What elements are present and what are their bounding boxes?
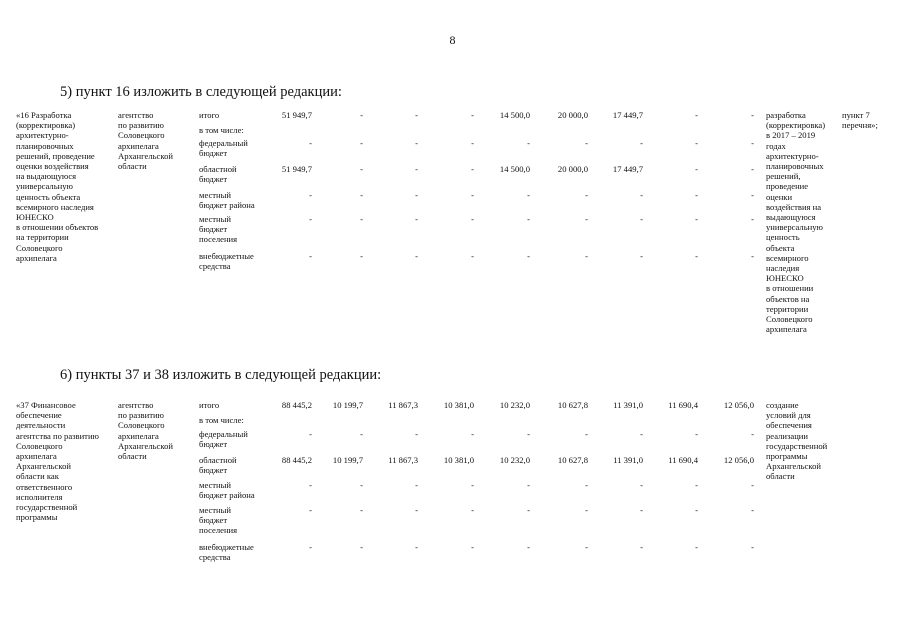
funding-value-cell: 10 627,8	[557, 400, 588, 410]
funding-value-cell: -	[640, 542, 643, 552]
funding-value-cell: -	[640, 251, 643, 261]
funding-value-cell: -	[415, 190, 418, 200]
section-5-link: пункт 7 перечня»;	[842, 110, 878, 131]
funding-source-label: местный бюджет района	[199, 480, 255, 501]
funding-value-cell: -	[309, 251, 312, 261]
funding-value-cell: -	[309, 190, 312, 200]
funding-value-cell: -	[527, 138, 530, 148]
funding-value-cell: -	[585, 190, 588, 200]
funding-value-cell: -	[471, 480, 474, 490]
funding-value-cell: -	[471, 164, 474, 174]
funding-source-label: внебюджетные средства	[199, 251, 254, 272]
funding-value-cell: 11 867,3	[388, 400, 418, 410]
funding-value-cell: -	[695, 138, 698, 148]
funding-value-cell: 12 056,0	[723, 455, 754, 465]
funding-value-cell: -	[585, 480, 588, 490]
funding-value-cell: -	[309, 429, 312, 439]
funding-source-label: федеральный бюджет	[199, 138, 248, 159]
funding-value-cell: -	[695, 542, 698, 552]
funding-value-cell: -	[585, 505, 588, 515]
funding-source-label: итого	[199, 400, 220, 410]
section-5-executor: агентство по развитию Соловецкого архипелага Архангельской области	[118, 110, 173, 172]
funding-value-cell: -	[640, 505, 643, 515]
section-5-row-name: «16 Разработка (корректировка) архитектурно- планировочных решений, проведение оценки воздействия на выдающуюся универсальную ценность объекта всемирного наследия ЮНЕСКО в отношении объектов на территории Соловецкого архипелага	[16, 110, 99, 263]
funding-value-cell: -	[471, 429, 474, 439]
funding-value-cell: -	[471, 214, 474, 224]
funding-value-cell: -	[360, 190, 363, 200]
funding-value-cell: -	[415, 164, 418, 174]
funding-value-cell: -	[360, 251, 363, 261]
funding-value-cell: -	[527, 214, 530, 224]
funding-value-cell: 10 232,0	[499, 455, 530, 465]
funding-value-cell: -	[415, 480, 418, 490]
funding-value-cell: 51 949,7	[281, 164, 312, 174]
funding-value-cell: 11 867,3	[388, 455, 418, 465]
funding-value-cell: -	[695, 429, 698, 439]
funding-value-cell: -	[309, 542, 312, 552]
funding-value-cell: -	[585, 542, 588, 552]
funding-value-cell: 11 690,4	[668, 400, 698, 410]
funding-value-cell: -	[471, 505, 474, 515]
funding-value-cell: -	[527, 505, 530, 515]
funding-value-cell: -	[640, 214, 643, 224]
funding-value-cell: -	[640, 480, 643, 490]
funding-value-cell: -	[751, 480, 754, 490]
funding-value-cell: -	[695, 251, 698, 261]
funding-value-cell: -	[527, 429, 530, 439]
funding-value-cell: 10 381,0	[443, 400, 474, 410]
funding-value-cell: 11 690,4	[668, 455, 698, 465]
section-6-row-name: «37 Финансовое обеспечение деятельности агентства по развитию Соловецкого архипелага Архангельской области как ответственного исполнителя государственной программы	[16, 400, 99, 523]
funding-source-label: в том числе:	[199, 125, 244, 135]
funding-value-cell: 14 500,0	[499, 110, 530, 120]
section-6-result: создание условий для обеспечения реализации государственной программы Архангельской области	[766, 400, 828, 482]
section-5-result: разработка (корректировка) в 2017 – 2019 годах архитектурно- планировочных решений, проведение оценки воздействия на выдающуюся универсальную ценность объекта всемирного наследия ЮНЕСКО в отношении объектов на территории Соловецкого архипелага	[766, 110, 826, 335]
funding-value-cell: -	[695, 214, 698, 224]
funding-value-cell: 51 949,7	[281, 110, 312, 120]
funding-value-cell: 10 199,7	[332, 400, 363, 410]
funding-value-cell: -	[360, 429, 363, 439]
funding-value-cell: -	[471, 110, 474, 120]
funding-value-cell: -	[585, 429, 588, 439]
funding-value-cell: 88 445,2	[281, 455, 312, 465]
funding-source-label: местный бюджет поселения	[199, 505, 238, 536]
funding-value-cell: -	[640, 190, 643, 200]
funding-value-cell: 88 445,2	[281, 400, 312, 410]
funding-value-cell: -	[695, 505, 698, 515]
funding-value-cell: -	[751, 138, 754, 148]
funding-value-cell: -	[695, 110, 698, 120]
funding-value-cell: 12 056,0	[723, 400, 754, 410]
funding-value-cell: 17 449,7	[612, 110, 643, 120]
funding-value-cell: -	[360, 138, 363, 148]
section-5-heading: 5) пункт 16 изложить в следующей редакции:	[60, 84, 342, 100]
funding-source-label: внебюджетные средства	[199, 542, 254, 563]
funding-value-cell: 17 449,7	[612, 164, 643, 174]
funding-value-cell: -	[471, 251, 474, 261]
funding-value-cell: -	[415, 110, 418, 120]
funding-value-cell: -	[360, 164, 363, 174]
funding-source-label: федеральный бюджет	[199, 429, 248, 450]
funding-value-cell: -	[527, 542, 530, 552]
funding-value-cell: -	[585, 251, 588, 261]
funding-value-cell: -	[309, 138, 312, 148]
section-6-executor: агентство по развитию Соловецкого архипелага Архангельской области	[118, 400, 173, 462]
funding-value-cell: -	[640, 429, 643, 439]
funding-value-cell: 11 391,0	[613, 400, 643, 410]
funding-value-cell: -	[360, 110, 363, 120]
funding-source-label: областной бюджет	[199, 455, 237, 476]
funding-value-cell: -	[415, 542, 418, 552]
funding-value-cell: -	[471, 138, 474, 148]
funding-value-cell: 20 000,0	[557, 110, 588, 120]
funding-source-label: областной бюджет	[199, 164, 237, 185]
funding-value-cell: -	[695, 164, 698, 174]
funding-value-cell: -	[309, 505, 312, 515]
funding-value-cell: -	[309, 480, 312, 490]
funding-value-cell: 11 391,0	[613, 455, 643, 465]
funding-value-cell: -	[527, 190, 530, 200]
funding-value-cell: 20 000,0	[557, 164, 588, 174]
funding-value-cell: -	[751, 214, 754, 224]
funding-source-label: в том числе:	[199, 415, 244, 425]
funding-value-cell: -	[527, 480, 530, 490]
funding-value-cell: -	[695, 480, 698, 490]
funding-source-label: итого	[199, 110, 220, 120]
funding-value-cell: 10 199,7	[332, 455, 363, 465]
funding-value-cell: -	[415, 138, 418, 148]
funding-value-cell: -	[751, 164, 754, 174]
funding-source-label: местный бюджет района	[199, 190, 255, 211]
funding-value-cell: -	[415, 505, 418, 515]
funding-source-label: местный бюджет поселения	[199, 214, 238, 245]
funding-value-cell: 10 232,0	[499, 400, 530, 410]
funding-value-cell: -	[585, 138, 588, 148]
funding-value-cell: -	[527, 251, 530, 261]
funding-value-cell: -	[415, 429, 418, 439]
funding-value-cell: -	[640, 138, 643, 148]
funding-value-cell: -	[471, 542, 474, 552]
funding-value-cell: -	[751, 110, 754, 120]
funding-value-cell: -	[751, 505, 754, 515]
funding-value-cell: -	[751, 251, 754, 261]
funding-value-cell: -	[360, 542, 363, 552]
funding-value-cell: -	[360, 505, 363, 515]
funding-value-cell: -	[585, 214, 588, 224]
funding-value-cell: -	[695, 190, 698, 200]
funding-value-cell: -	[751, 190, 754, 200]
funding-value-cell: -	[415, 214, 418, 224]
section-6-heading: 6) пункты 37 и 38 изложить в следующей редакции:	[60, 367, 382, 383]
funding-value-cell: 10 627,8	[557, 455, 588, 465]
funding-value-cell: -	[751, 429, 754, 439]
funding-value-cell: -	[309, 214, 312, 224]
funding-value-cell: -	[415, 251, 418, 261]
funding-value-cell: -	[751, 542, 754, 552]
funding-value-cell: 14 500,0	[499, 164, 530, 174]
funding-value-cell: -	[360, 214, 363, 224]
funding-value-cell: -	[360, 480, 363, 490]
funding-value-cell: 10 381,0	[443, 455, 474, 465]
page-number: 8	[449, 33, 456, 47]
funding-value-cell: -	[471, 190, 474, 200]
